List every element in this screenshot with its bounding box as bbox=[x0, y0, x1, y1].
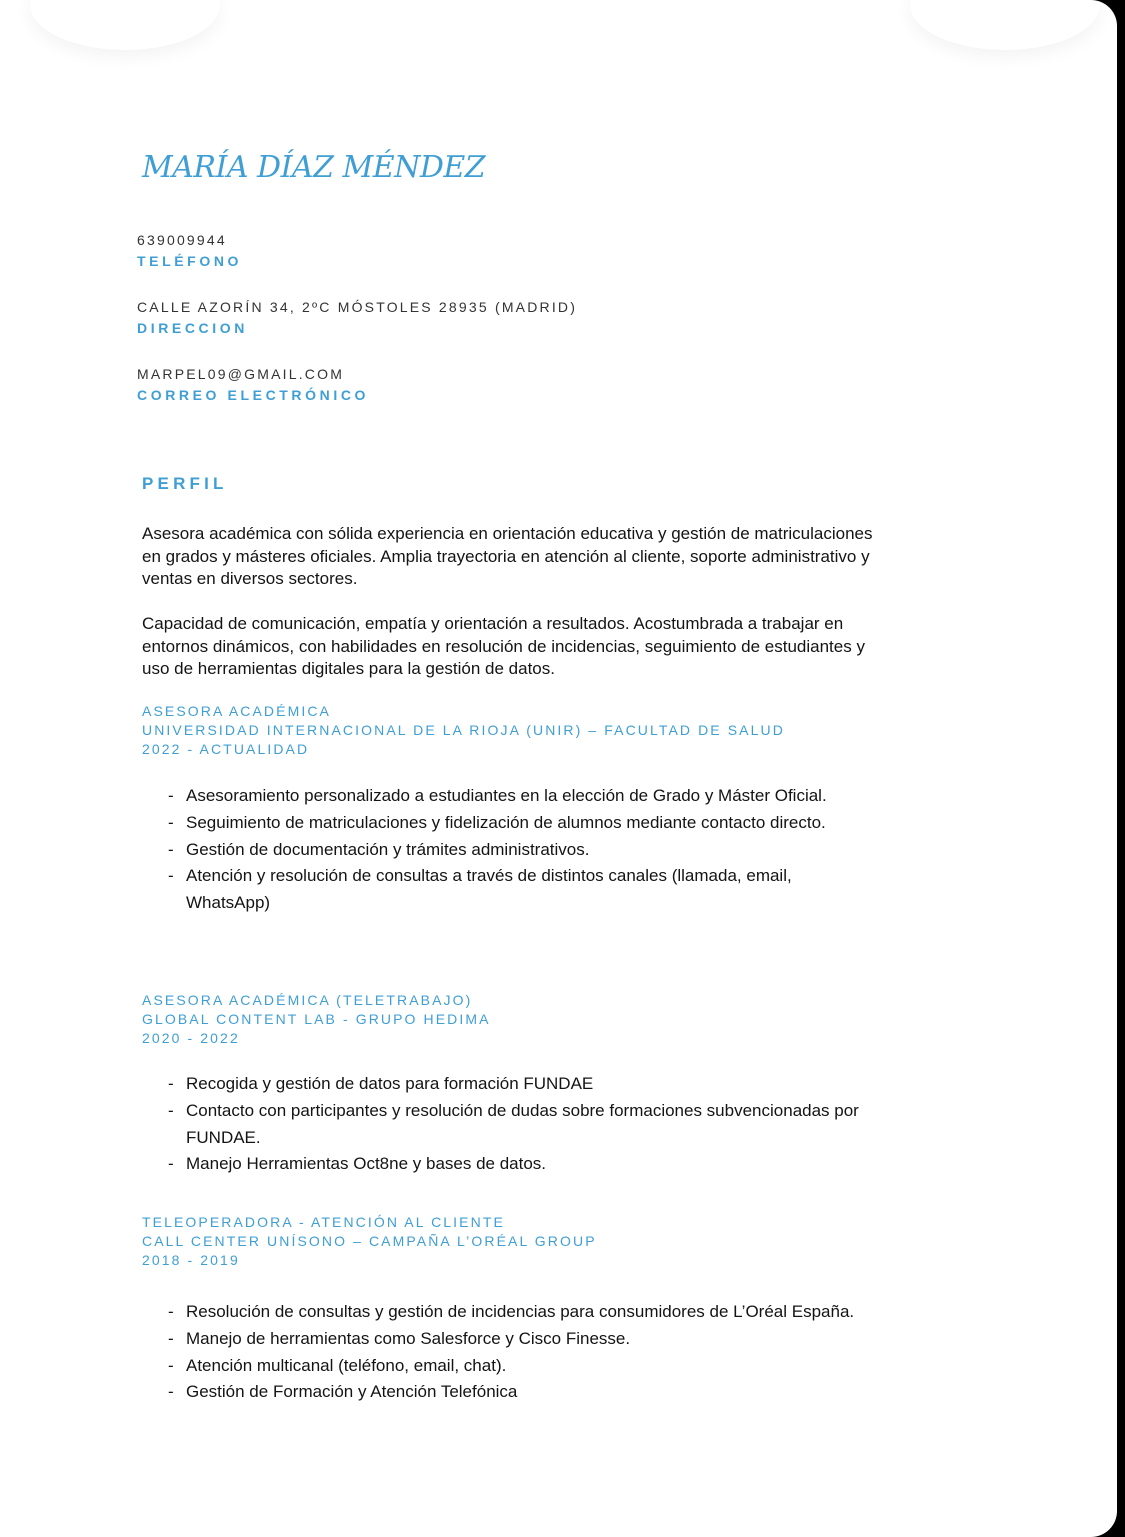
job-bullet-list bbox=[168, 1071, 868, 1178]
phone-label: TELÉFONO bbox=[137, 253, 243, 269]
list-item bbox=[168, 1379, 868, 1406]
list-item bbox=[168, 810, 868, 837]
list-item bbox=[168, 1151, 868, 1178]
contact-phone bbox=[137, 230, 242, 272]
dash-marker: - bbox=[168, 1074, 174, 1093]
job-company: CALL CENTER UNÍSONO – CAMPAÑA L’ORÉAL GROUP bbox=[142, 1233, 597, 1249]
bullet-text: Manejo de herramientas como Salesforce y Cisco Finesse. bbox=[186, 1328, 631, 1348]
dash-marker: - bbox=[168, 786, 174, 805]
dash-marker: - bbox=[168, 812, 174, 832]
list-item bbox=[168, 783, 868, 810]
job-dates: 2018 - 2019 bbox=[142, 1252, 240, 1268]
job-header bbox=[142, 991, 491, 1048]
list-item bbox=[168, 1299, 868, 1326]
bullet-text: Atención multicanal (teléfono, email, chat). bbox=[186, 1355, 507, 1375]
job-company: GLOBAL CONTENT LAB - GRUPO HEDIMA bbox=[142, 1011, 491, 1027]
bullet-text: Contacto con participantes y resolución de dudas sobre formaciones subvencionadas por FUNDAE. bbox=[186, 1100, 859, 1147]
candidate-name: MARÍA DÍAZ MÉNDEZ bbox=[142, 150, 486, 185]
phone-value: 639009944 bbox=[137, 232, 227, 248]
job-header bbox=[142, 1213, 597, 1270]
job-company: UNIVERSIDAD INTERNACIONAL DE LA RIOJA (UNIR) – FACULTAD DE SALUD bbox=[142, 722, 785, 738]
bullet-text: Resolución de consultas y gestión de incidencias para consumidores de L’Oréal España. bbox=[186, 1302, 855, 1321]
dash-marker: - bbox=[168, 1154, 174, 1174]
job-position: TELEOPERADORA - ATENCIÓN AL CLIENTE bbox=[142, 1214, 505, 1230]
address-value: CALLE AZORÍN 34, 2ºC MÓSTOLES 28935 (MADRID) bbox=[137, 299, 578, 315]
dash-marker: - bbox=[168, 1100, 174, 1120]
job-dates: 2020 - 2022 bbox=[142, 1030, 240, 1046]
email-label: CORREO ELECTRÓNICO bbox=[137, 387, 370, 403]
profile-paragraph: Capacidad de comunicación, empatía y orientación a resultados. Acostumbrada a trabajar en entornos dinámicos, con habilidades en resolución de incidencias, seguimiento de estudiantes y uso de herramientas digitales para la gestión de datos. bbox=[142, 614, 865, 678]
job-bullet-list bbox=[168, 783, 868, 917]
email-value: MARPEL09@GMAIL.COM bbox=[137, 366, 345, 382]
list-item bbox=[168, 863, 868, 917]
list-item bbox=[168, 1071, 868, 1098]
bullet-text: Atención y resolución de consultas a través de distintos canales (llamada, email, WhatsApp) bbox=[186, 866, 792, 913]
job-position: ASESORA ACADÉMICA bbox=[142, 703, 331, 719]
bullet-text: Manejo Herramientas Oct8ne y bases de datos. bbox=[186, 1154, 547, 1174]
dash-marker: - bbox=[168, 839, 174, 859]
list-item bbox=[168, 1098, 868, 1152]
profile-heading: PERFIL bbox=[142, 474, 228, 493]
address-label: DIRECCION bbox=[137, 320, 248, 336]
dash-marker: - bbox=[168, 1355, 174, 1375]
contact-address bbox=[137, 297, 577, 339]
dash-marker: - bbox=[168, 1382, 174, 1402]
bullet-text: Recogida y gestión de datos para formación FUNDAE bbox=[186, 1074, 594, 1093]
dash-marker: - bbox=[168, 1328, 174, 1348]
page-curl-shadow bbox=[910, 0, 1100, 50]
bullet-text: Seguimiento de matriculaciones y fidelización de alumnos mediante contacto directo. bbox=[186, 812, 826, 832]
list-item bbox=[168, 1353, 868, 1380]
bullet-text: Asesoramiento personalizado a estudiantes en la elección de Grado y Máster Oficial. bbox=[186, 786, 827, 805]
list-item bbox=[168, 1326, 868, 1353]
list-item bbox=[168, 837, 868, 864]
dash-marker: - bbox=[168, 866, 174, 886]
contact-email bbox=[137, 364, 369, 406]
page-curl-shadow bbox=[30, 0, 220, 50]
dash-marker: - bbox=[168, 1302, 174, 1321]
job-header bbox=[142, 702, 785, 759]
bullet-text: Gestión de Formación y Atención Telefónica bbox=[186, 1382, 518, 1402]
job-position: ASESORA ACADÉMICA (TELETRABAJO) bbox=[142, 992, 473, 1008]
job-bullet-list bbox=[168, 1299, 868, 1406]
profile-paragraph: Asesora académica con sólida experiencia en orientación educativa y gestión de matriculaciones en grados y másteres oficiales. Amplia trayectoria en atención al cliente, soporte administrativo y ventas en diversos sectores. bbox=[142, 524, 873, 588]
job-dates: 2022 - ACTUALIDAD bbox=[142, 741, 310, 757]
bullet-text: Gestión de documentación y trámites administrativos. bbox=[186, 839, 590, 859]
